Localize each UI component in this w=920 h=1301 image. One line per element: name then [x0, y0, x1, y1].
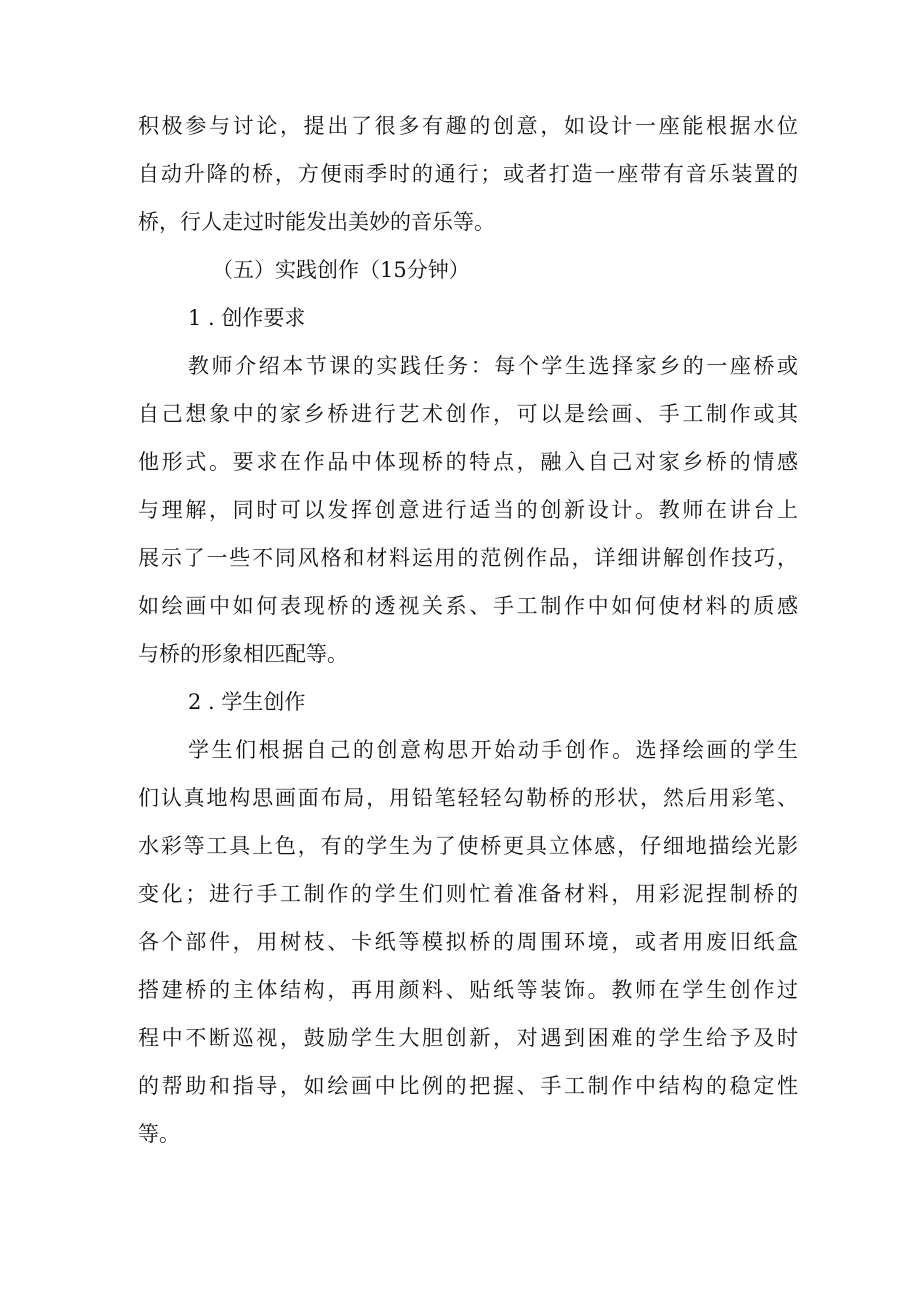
text-line: 展示了一些不同风格和材料运用的范例作品，详细讲解创作技巧，	[138, 546, 798, 570]
text-line: 桥，行人走过时能发出美妙的音乐等。	[138, 210, 495, 234]
text-line: 1 . 创作要求	[188, 306, 306, 330]
paragraph-p1	[138, 342, 798, 678]
paragraph-h5	[138, 246, 798, 294]
text-line: 2 . 学生创作	[188, 690, 306, 714]
text-line: 程中不断巡视，鼓励学生大胆创新，对遇到困难的学生给予及时	[138, 1026, 798, 1050]
text-line: 如绘画中如何表现桥的透视关系、手工制作中如何使材料的质感	[138, 594, 798, 618]
paragraph-cont	[138, 102, 798, 246]
text-line: 水彩等工具上色，有的学生为了使桥更具立体感，仔细地描绘光影	[138, 834, 798, 858]
text-line: 各个部件，用树枝、卡纸等模拟桥的周围环境，或者用废旧纸盒	[138, 930, 798, 954]
text-line: 与桥的形象相匹配等。	[138, 642, 348, 666]
text-line: 等。	[138, 1122, 180, 1146]
document-body	[138, 102, 798, 1158]
paragraph-s1	[138, 294, 798, 342]
text-line: 变化；进行手工制作的学生们则忙着准备材料，用彩泥捏制桥的	[138, 882, 798, 906]
text-line: 教师介绍本节课的实践任务：每个学生选择家乡的一座桥或	[188, 354, 798, 378]
text-line: （五）实践创作（15分钟）	[212, 258, 470, 282]
text-line: 积极参与讨论，提出了很多有趣的创意，如设计一座能根据水位	[138, 114, 798, 138]
text-line: 他形式。要求在作品中体现桥的特点，融入自己对家乡桥的情感	[138, 450, 798, 474]
text-line: 们认真地构思画面布局，用铅笔轻轻勾勒桥的形状，然后用彩笔、	[138, 786, 798, 810]
text-line: 自动升降的桥，方便雨季时的通行；或者打造一座带有音乐装置的	[138, 162, 798, 186]
text-line: 自己想象中的家乡桥进行艺术创作，可以是绘画、手工制作或其	[138, 402, 798, 426]
paragraph-p2	[138, 726, 798, 1158]
text-line: 的帮助和指导，如绘画中比例的把握、手工制作中结构的稳定性	[138, 1074, 798, 1098]
text-line: 学生们根据自己的创意构思开始动手创作。选择绘画的学生	[188, 738, 798, 762]
paragraph-s2	[138, 678, 798, 726]
text-line: 与理解，同时可以发挥创意进行适当的创新设计。教师在讲台上	[138, 498, 798, 522]
text-line: 搭建桥的主体结构，再用颜料、贴纸等装饰。教师在学生创作过	[138, 978, 798, 1002]
